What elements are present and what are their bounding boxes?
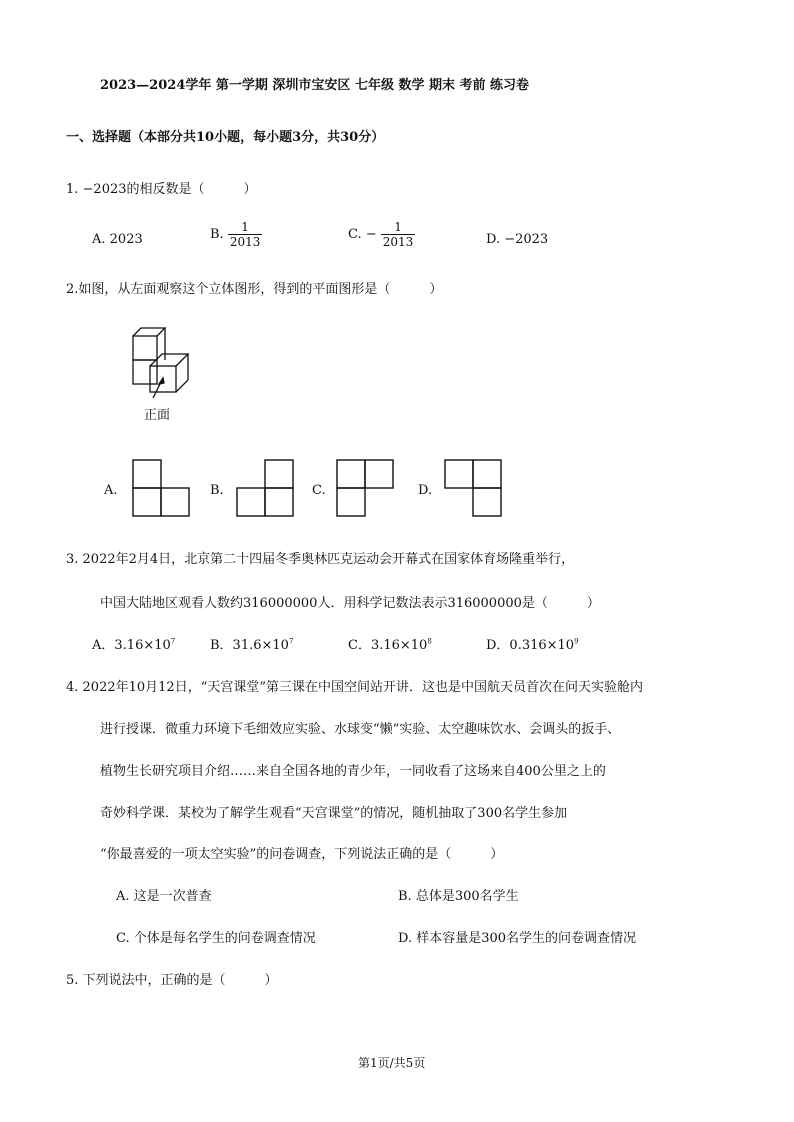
section-heading: 一、选择题（本部分共10小题，每小题3分，共30分） — [66, 130, 385, 145]
q3-option-c — [348, 634, 432, 653]
fraction-numerator: 1 — [381, 220, 416, 235]
q2-option-b-label: B. — [210, 483, 224, 498]
q3-option-a-base: A．3.16×10 — [92, 638, 171, 653]
solid-figure-diagram — [125, 322, 215, 402]
q2-option-c-label: C. — [312, 483, 326, 498]
q1-option-b-fraction — [228, 220, 263, 249]
q3-option-d — [486, 634, 579, 653]
q3-option-c-base: C．3.16×10 — [348, 638, 428, 653]
q3-option-b-exponent: 7 — [288, 637, 294, 646]
front-label: 正面 — [144, 408, 171, 423]
fraction-numerator: 1 — [228, 220, 263, 235]
q2-option-a-figure — [132, 459, 192, 519]
question-3-line-2: 中国大陆地区观看人数约316000000人．用科学记数法表示316000000是（ ） — [100, 596, 600, 611]
q3-option-d-base: D．0.316×10 — [486, 638, 575, 653]
q2-option-d-figure — [444, 459, 504, 519]
q4-option-a: A. 这是一次普查 — [116, 889, 212, 904]
q2-option-a-label: A. — [104, 483, 118, 498]
fraction-denominator: 2013 — [229, 235, 261, 249]
q1-option-a: A. 2023 — [92, 232, 143, 247]
q3-option-a — [92, 634, 175, 653]
q2-option-c-figure — [336, 459, 396, 519]
q1-option-c-label: C. − — [348, 227, 377, 242]
q1-option-c — [348, 220, 415, 249]
q3-option-b-base: B．31.6×10 — [210, 638, 289, 653]
q2-option-d-label: D. — [418, 483, 433, 498]
q4-option-d: D. 样本容量是300名学生的问卷调查情况 — [398, 931, 637, 946]
q3-option-b — [210, 634, 293, 653]
q3-option-d-exponent: 9 — [574, 637, 579, 646]
q1-option-b — [210, 220, 262, 249]
q1-option-c-fraction — [381, 220, 416, 249]
q2-option-b-figure — [236, 459, 296, 519]
question-4-line-1: 4. 2022年10月12日，“天宫课堂”第三课在中国空间站开讲．这也是中国航天员首次在问天实验舱内 — [66, 680, 643, 695]
question-4-line-4: 奇妙科学课．某校为了解学生观看“天宫课堂”的情况，随机抽取了300名学生参加 — [100, 806, 568, 821]
q1-option-b-label: B. — [210, 227, 224, 242]
question-4-line-2: 进行授课．微重力环境下毛细效应实验、水球变“懒”实验、太空趣味饮水、会调头的扳手、 — [100, 722, 621, 737]
page-title: 2023—2024学年 第一学期 深圳市宝安区 七年级 数学 期末 考前 练习卷 — [100, 78, 530, 93]
fraction-denominator: 2013 — [382, 235, 414, 249]
question-2-stem: 2.如图，从左面观察这个立体图形，得到的平面图形是（ ） — [66, 282, 443, 297]
q4-option-b: B. 总体是300名学生 — [398, 889, 519, 904]
question-5-stem: 5. 下列说法中，正确的是（ ） — [66, 973, 278, 988]
question-4-line-5: “你最喜爱的一项太空实验”的问卷调查，下列说法正确的是（ ） — [100, 847, 504, 862]
q1-option-d: D. −2023 — [486, 232, 549, 247]
page-footer: 第1页/共5页 — [358, 1056, 426, 1070]
question-1-stem: 1. −2023的相反数是（ ） — [66, 182, 257, 197]
q3-option-c-exponent: 8 — [427, 637, 432, 646]
question-3-line-1: 3. 2022年2月4日，北京第二十四届冬季奥林匹克运动会开幕式在国家体育场隆重举行， — [66, 552, 575, 567]
q4-option-c: C. 个体是每名学生的问卷调查情况 — [116, 931, 316, 946]
q3-option-a-exponent: 7 — [170, 637, 176, 646]
question-4-line-3: 植物生长研究项目介绍……来自全国各地的青少年，一同收看了这场来自400公里之上的 — [100, 764, 606, 779]
